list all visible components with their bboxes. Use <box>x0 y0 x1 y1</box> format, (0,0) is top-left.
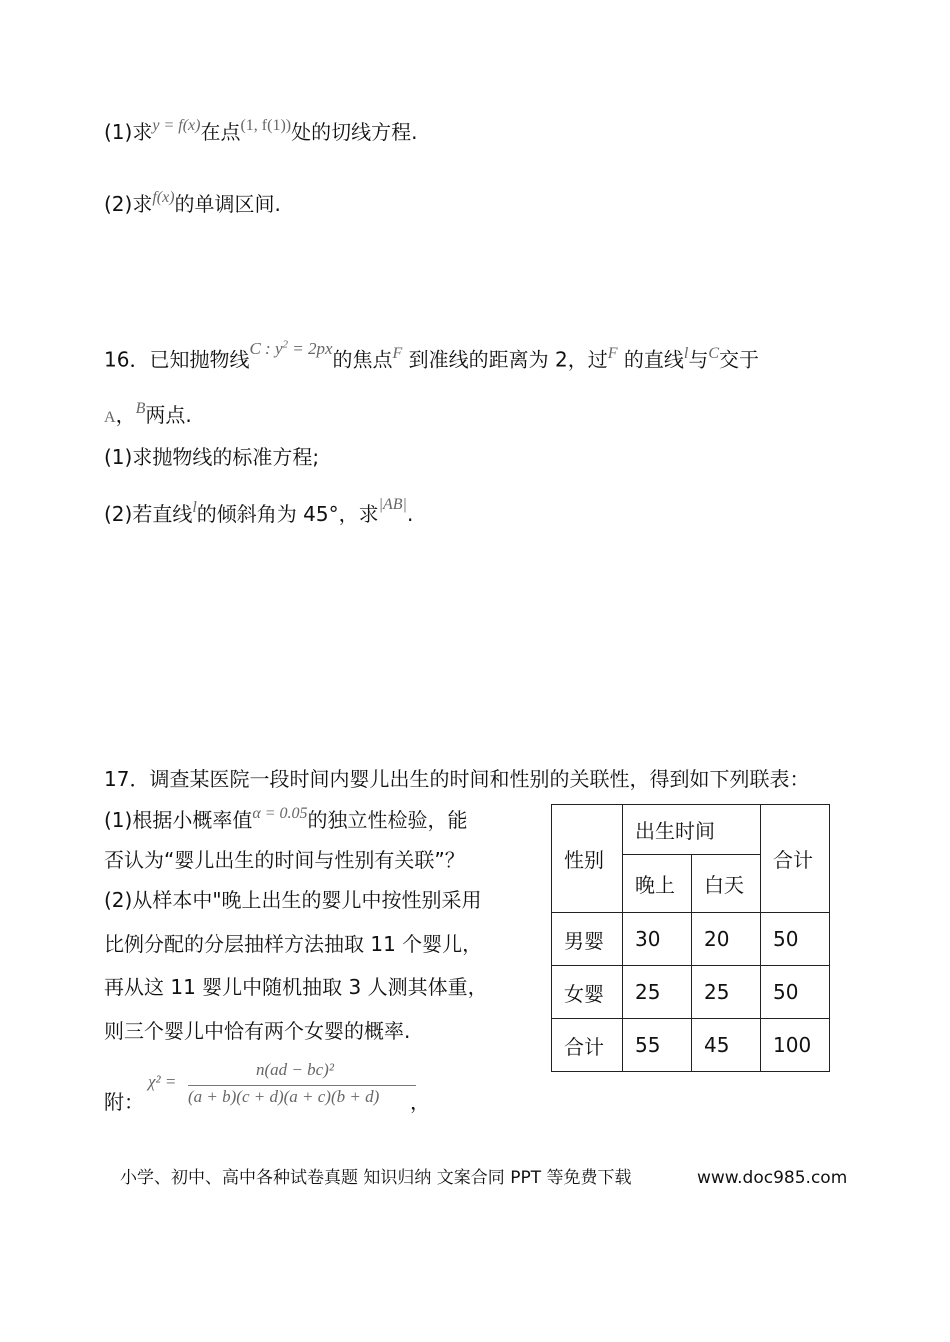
appendix-label: 附： <box>104 1090 144 1114</box>
math-fx: f(x) <box>152 189 175 206</box>
contingency-table <box>551 804 830 1072</box>
appendix-comma: ， <box>410 1090 430 1114</box>
math-point: (1, f(1)) <box>240 117 292 134</box>
header-total: 合计 <box>761 805 830 913</box>
header-gender: 性别 <box>552 805 623 913</box>
table-row: 女婴 25 25 50 <box>552 966 830 1019</box>
table-row: 合计 55 45 100 <box>552 1019 830 1072</box>
fraction-bar <box>188 1085 416 1086</box>
q17-line4: 比例分配的分层抽样方法抽取 11 个婴儿， <box>104 932 483 956</box>
header-night: 晚上 <box>623 855 692 913</box>
math-y-eq-fx: y = f(x) <box>152 117 201 134</box>
q15-part2: (2)求$^{f(x)}$的单调区间. <box>104 189 281 216</box>
q17-line5: 再从这 11 婴儿中随机抽取 3 人测其体重， <box>104 975 488 999</box>
chi-square-formula: χ² = n(ad − bc)² (a + b)(c + d)(a + c)(b + d) <box>148 1060 418 1116</box>
q15-part1: (1)求$^{y = f(x)}$在点$^{(1, f(1))}$处的切线方程. <box>104 117 418 144</box>
math-parabola-eq: C : y2 = 2px <box>249 338 333 358</box>
table-row: 男婴 30 20 50 <box>552 913 830 966</box>
footer-text: 小学、初中、高中各种试卷真题 知识归纳 文案合同 PPT 等免费下载 <box>120 1168 632 1188</box>
q17-line3: (2)从样本中"晚上出生的婴儿中按性别采用 <box>104 888 482 912</box>
q17-intro: 17．调查某医院一段时间内婴儿出生的时间和性别的关联性，得到如下列联表： <box>104 767 810 791</box>
q17-line6: 则三个婴儿中恰有两个女婴的概率. <box>104 1019 411 1043</box>
q16-line2: A，$^B$两点. <box>104 400 192 427</box>
q16-part2: (2)若直线$^l$的倾斜角为 45°，求$^{|AB|}$. <box>104 496 414 526</box>
math-alpha: α = 0.05 <box>252 805 308 822</box>
math-abs-ab: |AB| <box>378 496 407 513</box>
header-birth-time: 出生时间 <box>623 805 761 855</box>
footer-link[interactable]: www.doc985.com <box>697 1168 848 1188</box>
q17-line2: 否认为“婴儿出生的时间与性别有关联”？ <box>104 848 465 872</box>
header-day: 白天 <box>692 855 761 913</box>
q16-line1: 16．已知抛物线$^{C : y^2 = 2px}$的焦点$^F$ 到准线的距离为 2，过$^F$ 的直线$^l$与$^C$交于 <box>104 338 760 372</box>
q16-part1: (1)求抛物线的标准方程; <box>104 445 320 469</box>
q17-line1: (1)根据小概率值$^{\alpha = 0.05}$的独立性检验，能 <box>104 805 468 832</box>
